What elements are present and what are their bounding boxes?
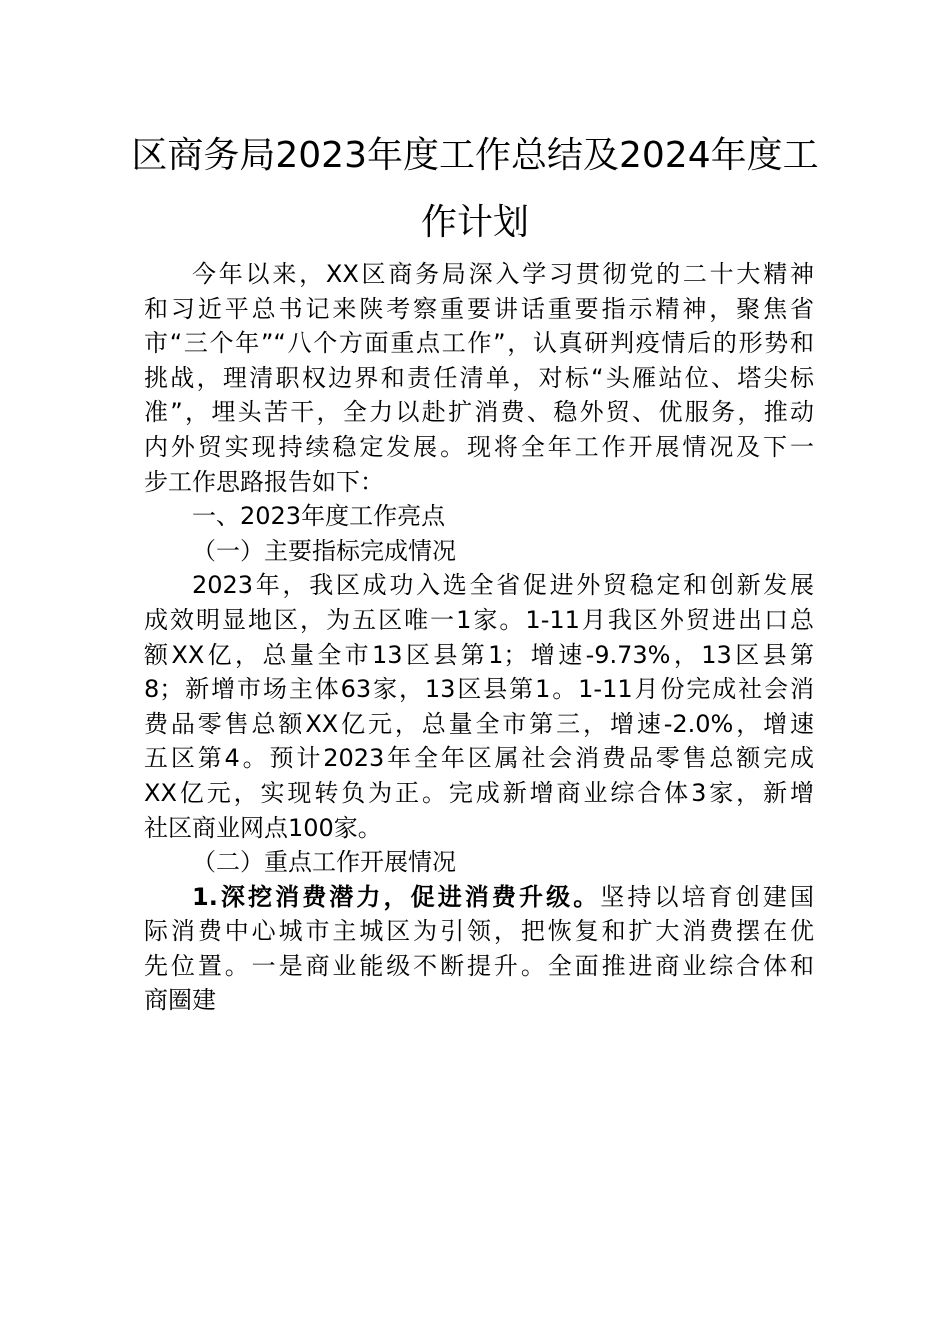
subsection-heading: （二）重点工作开展情况: [192, 848, 456, 877]
paragraph-line: 成效明显地区，为五区唯一1家。1-11月我区外贸进出口总: [144, 605, 814, 634]
document-title-line-1: 区商务局2023年度工作总结及2024年度工: [131, 135, 819, 176]
bold-heading: 1.深挖消费潜力，促进消费升级。: [192, 882, 601, 911]
bold-heading-rest: 坚持以培育创建国: [600, 882, 814, 911]
paragraph-line: 和习近平总书记来陕考察重要讲话重要指示精神，聚焦省: [144, 294, 814, 323]
section-heading: 一、2023年度工作亮点: [192, 502, 446, 531]
paragraph-line: 2023年，我区成功入选全省促进外贸稳定和创新发展: [192, 571, 814, 600]
paragraph-line: 五区第4。预计2023年全年区属社会消费品零售总额完成: [144, 744, 814, 773]
paragraph-line: 市“三个年”“八个方面重点工作”，认真研判疫情后的形势和: [144, 329, 814, 358]
paragraph-line: XX亿元，实现转负为正。完成新增商业综合体3家，新增: [144, 778, 814, 807]
subsection-heading: （一）主要指标完成情况: [192, 536, 456, 565]
paragraph-line: 际消费中心城市主城区为引领，把恢复和扩大消费摆在优: [144, 917, 814, 946]
document-body: [144, 257, 814, 1018]
paragraph-line: 额XX亿，总量全市13区县第1；增速-9.73%，13区县第: [144, 640, 814, 669]
paragraph-line: 挑战，理清职权边界和责任清单，对标“头雁站位、塔尖标: [144, 363, 814, 392]
paragraph-line: 社区商业网点100家。: [144, 813, 382, 842]
paragraph-line: [144, 880, 814, 915]
paragraph-line: 先位置。一是商业能级不断提升。全面推进商业综合体和: [144, 951, 814, 980]
paragraph-line: 今年以来，XX区商务局深入学习贯彻党的二十大精神: [192, 260, 814, 288]
paragraph-line: 内外贸实现持续稳定发展。现将全年工作开展情况及下一: [144, 432, 814, 461]
paragraph-line: 商圈建: [144, 986, 216, 1015]
paragraph-line: 准”，埋头苦干，全力以赴扩消费、稳外贸、优服务，推动: [144, 398, 814, 427]
paragraph-line: 8；新增市场主体63家，13区县第1。1-11月份完成社会消: [144, 675, 814, 704]
paragraph-line: 费品零售总额XX亿元，总量全市第三，增速-2.0%，增速: [144, 709, 814, 738]
document-title-line-2: 作计划: [420, 202, 529, 243]
paragraph-line: 步工作思路报告如下：: [144, 467, 384, 496]
